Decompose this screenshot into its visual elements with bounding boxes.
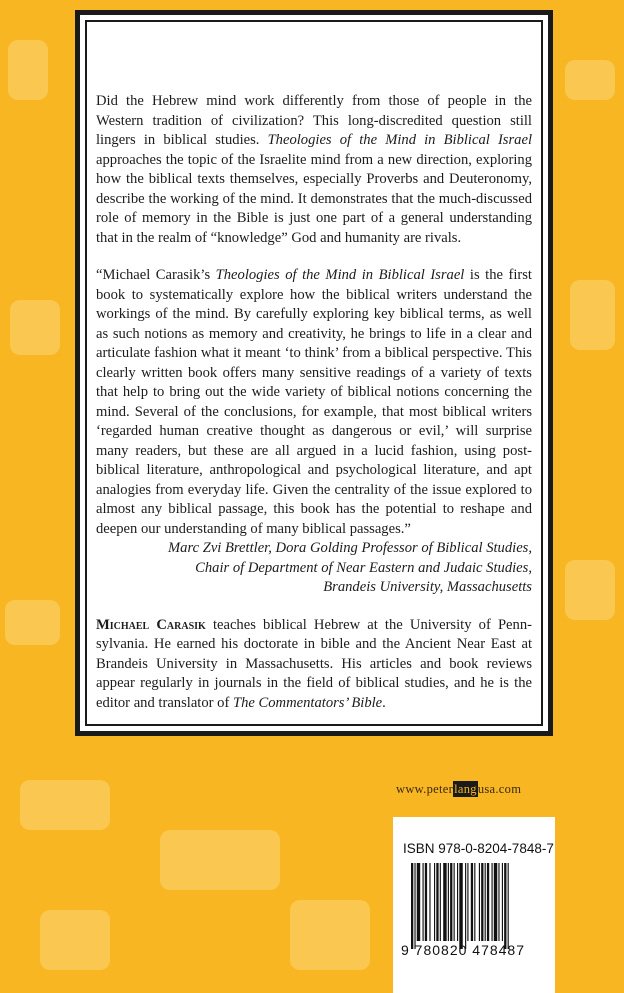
author-bio [96, 616, 532, 714]
barcode-bar [450, 863, 452, 941]
text-segment: teaches biblical Hebrew at the University of Pennsylvania. He earned his doctorate in bible and the Ancient Near East at Brandeis University in Massachusetts. His articles and book reviews appear regularly in journals in the field of biblical studies, and he is the editor and translator of [96, 616, 533, 711]
barcode-bar [423, 863, 424, 941]
barcode-bar [498, 863, 499, 941]
text-segment: “Michael Carasik’s [96, 267, 216, 283]
barcode-bar [434, 863, 435, 941]
barcode-bar [504, 863, 506, 949]
barcode-bar [471, 863, 473, 941]
endorsement-attribution [96, 539, 532, 598]
url-part: www.peter [396, 782, 454, 796]
text-panel [75, 10, 553, 736]
barcode-bar [465, 863, 466, 949]
barcode-bar [429, 863, 430, 941]
barcode-bar [443, 863, 446, 941]
endorsement-quote [96, 266, 532, 539]
barcode-bar [487, 863, 489, 941]
attribution-line: Marc Zvi Brettler, Dora Golding Professor of Biblical Studies, [167, 540, 532, 556]
attribution-line: Chair of Department of Near Eastern and Judaic Studies, [195, 559, 532, 576]
barcode [403, 863, 543, 949]
barcode-bar [425, 863, 427, 941]
barcode-bar [436, 863, 438, 941]
barcode-bar [448, 863, 449, 941]
publisher-url[interactable] [396, 782, 521, 797]
barcode-bar [485, 863, 486, 941]
barcode-bar [494, 863, 497, 941]
barcode-bar [414, 863, 415, 949]
barcode-bar [479, 863, 480, 941]
text-segment: approaches the topic of the Israelite mind from a new direction, exploring how the biblical texts themselves, especially Proverbs and Deuteronomy, describe the working of the mind. It demonstrates that the much-discussed role of memory in the Bible is just one part of a general understanding that in the realm of “knowledge” God and humanity are rivals. [96, 151, 532, 246]
url-part: usa.com [477, 782, 522, 796]
barcode-bar [502, 863, 503, 941]
attribution-line: Brandeis University, Massachusetts [323, 579, 532, 595]
barcode-bar [454, 863, 455, 941]
barcode-bar [440, 863, 441, 941]
barcode-box [393, 817, 555, 993]
barcode-bar [492, 863, 493, 941]
italic-title: Theologies of the Mind in Biblical Israel [267, 132, 532, 148]
isbn-label: ISBN 978-0-8204-7848-7 [403, 841, 554, 856]
barcode-bar [417, 863, 420, 941]
text-segment: . [382, 694, 386, 711]
barcode-bar [459, 863, 462, 949]
text-segment: is the first book to systematically explore how the biblical writers understand the workings of the mind. By carefully exploring key biblical terms, as well as such notions as memory and creativity, he brings to life in a clear and articulate fashion what it meant ‘to think’ from a biblical perspective. This clearly written book offers many sensitive readings of a variety of texts that help to bring out the wide variety of biblical notions concerning the mind. Several of the conclusions, for example, that most biblical writers ‘regarded human creative thought as dangerous or evil,’ will surprise many readers, but these are all argued in a lucid fashion, using post-biblical literature, anthropological and psychological literature, and apt analogies from everyday life. Given the centrality of the issue explored to almost any biblical passage, this book has the potential to reshape and deepen our understanding of many biblical passages.” [96, 267, 532, 537]
publisher-logo-lang: lang [454, 782, 477, 796]
barcode-bar [481, 863, 483, 941]
italic-title: The Commentators’ Bible [232, 694, 383, 711]
text-segment: Did the Hebrew mind work differently from those of people in the Western tradition of civilization? This long-discredited question still lingers in biblical studies. [96, 93, 532, 148]
description-paragraph [96, 92, 532, 248]
barcode-bar [467, 863, 468, 941]
panel-content [96, 92, 532, 731]
barcode-bar [411, 863, 413, 949]
barcode-bar [457, 863, 458, 941]
barcode-digits: 9 780820 478487 [401, 942, 525, 958]
author-name: Michael Carasik [96, 616, 206, 633]
barcode-bar [474, 863, 475, 941]
barcode-bar [508, 863, 509, 949]
italic-title: Theologies of the Mind in Biblical Israel [215, 267, 465, 283]
